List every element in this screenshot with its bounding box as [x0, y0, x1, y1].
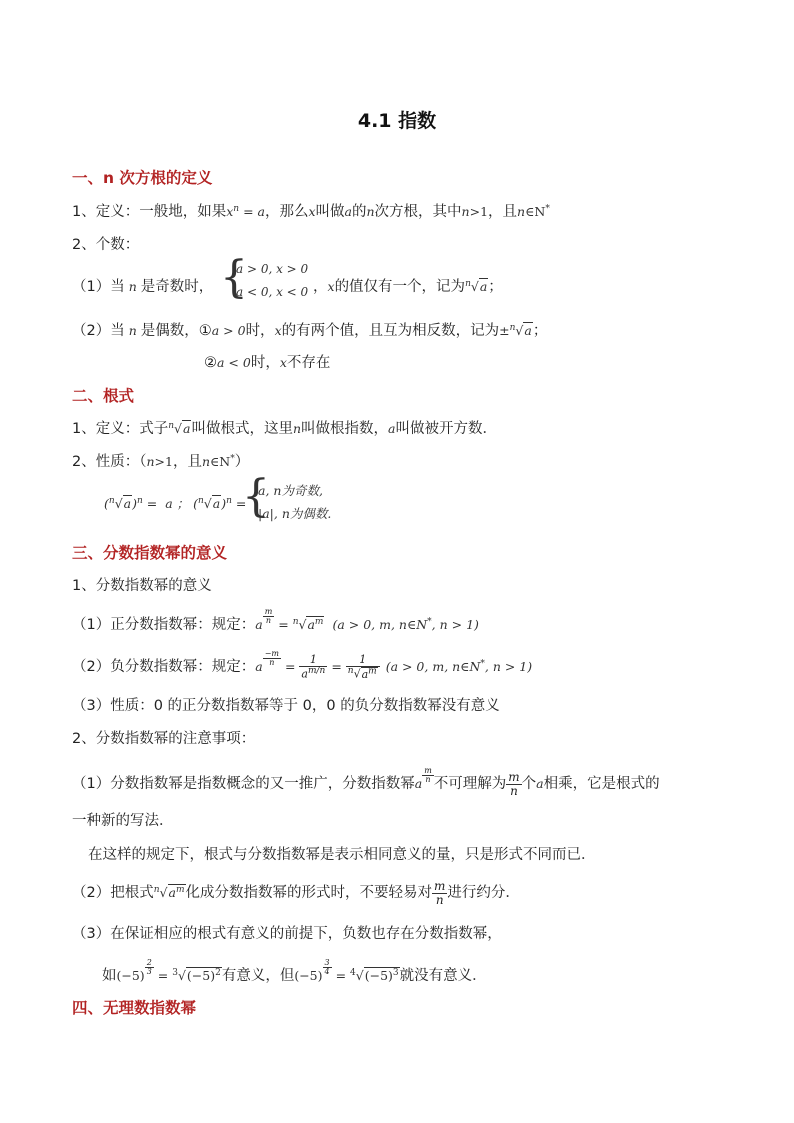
- text: 的值仅有一个，记为: [334, 279, 466, 295]
- text: ，且: [172, 454, 202, 470]
- text: 有意义，但: [221, 968, 295, 985]
- section-heading-4: 四、无理数指数幂: [72, 999, 197, 1017]
- s3-notes-label: 2、分数指数幂的注意事项：: [72, 731, 256, 747]
- text: ，: [313, 279, 328, 295]
- section-heading-1: 一、n 次方根的定义: [72, 169, 213, 187]
- text: 不可理解为: [433, 776, 507, 793]
- text: 进行约分．: [447, 885, 520, 902]
- s3-positive-frac: （1）正分数指数幂：规定：a $\frac{m}{n}$ = $^n√a^m$ (a > 0, m, n∈N*, n > 1): [72, 607, 479, 634]
- text: 1、定义：一般地，如果: [72, 204, 227, 220]
- text: 次方根，其中: [374, 204, 462, 220]
- s1-even-case: （2）当 n 是偶数，①a > 0时，x的有两个值，且互为相反数，记为±$^n$√a；: [72, 322, 548, 339]
- text: 叫做根式，这里: [191, 421, 293, 437]
- s1-odd-case-tail: ，x的值仅有一个，记为$^n$√a；: [313, 278, 503, 295]
- text: ；: [488, 279, 503, 295]
- brace: {: [242, 471, 270, 522]
- s3-note-3: （3）在保证相应的根式有意义的前提下，负数也存在分数指数幂，: [72, 926, 502, 942]
- text: 是奇数时，: [140, 279, 214, 295]
- text: ，那么: [264, 204, 309, 220]
- s3-note-1: （1）分数指数幂是指数概念的又一推广，分数指数幂a $\frac{m}{n}$ 不可理解为 $\frac{m}{n}$ 个a相乘，它是根式的: [72, 766, 660, 798]
- text: 不存在: [286, 355, 331, 371]
- text: 1、定义：式子: [72, 421, 169, 437]
- section-heading-2: 二、根式: [72, 387, 135, 405]
- s1-odd-case: （1）当 n 是奇数时，: [72, 279, 214, 295]
- text: （1）正分数指数幂：规定：: [72, 617, 256, 634]
- formula: $x^n = a$: [226, 203, 265, 219]
- text: ②: [204, 355, 217, 371]
- s1-count-label: 2、个数：: [72, 237, 140, 253]
- formula-case-even: |a|, n为偶数.: [258, 506, 332, 521]
- s1-definition-line: 1、定义：一般地，如果$x^n = a$，那么x叫做a的n次方根，其中n>1，且n∈N*: [72, 203, 550, 220]
- page-title: 4.1 指数: [357, 110, 437, 132]
- s3-negative-frac: （2）负分数指数幂：规定：a $\frac{-m}{n}$ = $\frac{1}{a^{m/n}}$ = $\frac{1}{^n√a^m}$ (a > 0, m, n∈N*, n > 1): [72, 649, 533, 681]
- formula: a > 0, x > 0: [236, 262, 309, 276]
- formula-case-odd: a, n为奇数,: [258, 483, 323, 498]
- text: 时，: [250, 355, 280, 371]
- brace: {: [220, 252, 248, 303]
- text: （1）分数指数幂是指数概念的又一推广，分数指数幂: [72, 776, 415, 793]
- text: 叫做根指数，: [301, 421, 389, 437]
- text: 相乘，它是根式的: [543, 776, 660, 793]
- text: 个: [521, 776, 537, 793]
- text: 就没有意义．: [399, 968, 487, 985]
- text: 叫做被开方数．: [395, 421, 497, 437]
- s3-property: （3）性质：0 的正分数指数幂等于 0，0 的负分数指数幂没有意义: [72, 698, 500, 714]
- s3-line1: 1、分数指数幂的意义: [72, 578, 212, 594]
- s3-note-1-explain: 在这样的规定下，根式与分数指数幂是表示相同意义的量，只是形式不同而已．: [88, 847, 596, 863]
- s3-note-1-cont: 一种新的写法．: [72, 813, 174, 829]
- text: 2、性质：（: [72, 454, 147, 470]
- text: （2）负分数指数幂：规定：: [72, 659, 256, 676]
- s1-even-case-2: ②a < 0时，x不存在: [204, 355, 331, 371]
- text: （2）当: [72, 323, 125, 339]
- formula: a < 0, x < 0: [236, 285, 309, 299]
- formula: $(^n√a)^n = a$ ； $(^n√a)^n$ =: [104, 495, 247, 511]
- section-heading-3: 三、分数指数幂的意义: [72, 544, 228, 562]
- text: 的有两个值，且互为相反数，记为: [281, 323, 500, 339]
- s3-note-3-example: 如(−5) $\frac{2}{3}$ = $^3√(-5)^2$有意义，但(−5) $\frac{3}{4}$ = $^4√(-5)^3$就没有意义．: [102, 958, 487, 985]
- s2-property-line: 2、性质：（n>1，且n∈N*）: [72, 453, 250, 470]
- text: 化成分数指数幂的形式时，不要轻易对: [185, 885, 432, 902]
- text: 是偶数，①: [140, 323, 212, 339]
- text: ）: [234, 454, 250, 470]
- text: （2）把根式: [72, 885, 154, 902]
- s2-definition-line: 1、定义：式子$^n$√a叫做根式，这里n叫做根指数，a叫做被开方数．: [72, 420, 497, 437]
- text: （1）当: [72, 279, 125, 295]
- text: 的: [351, 204, 367, 220]
- text: 叫做: [315, 204, 345, 220]
- text: 如: [102, 968, 117, 985]
- text: ，且: [488, 204, 518, 220]
- s3-note-2: （2）把根式$^n√a^m$化成分数指数幂的形式时，不要轻易对 $\frac{m}{n}$ 进行约分．: [72, 879, 520, 907]
- text: 时，: [245, 323, 275, 339]
- text: ；: [532, 323, 548, 339]
